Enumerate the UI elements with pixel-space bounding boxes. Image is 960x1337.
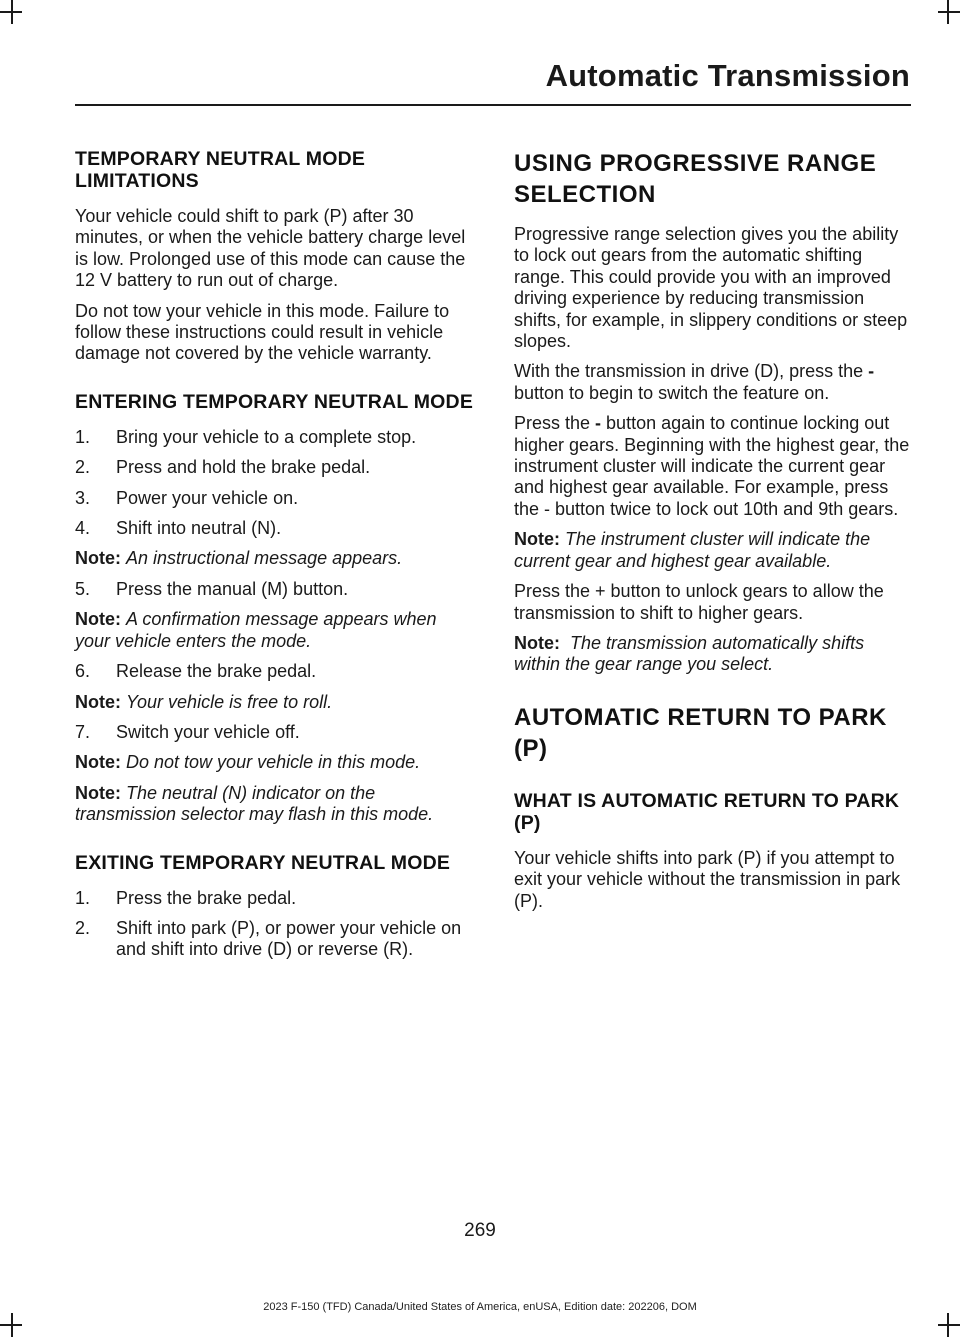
paragraph: Do not tow your vehicle in this mode. Failure to follow these instructions could result in vehicle damage not covered by the vehicle warranty. [75, 300, 450, 364]
note: Note: An instructional message appears. [75, 548, 403, 569]
list-item: 4. Shift into neutral (N). [75, 518, 282, 539]
steps-list [75, 427, 475, 540]
paragraph: With the transmission in drive (D), press the - button to begin to switch the feature on. [514, 361, 875, 403]
header-divider [75, 104, 911, 106]
steps-list [75, 579, 475, 600]
crop-mark [0, 1324, 22, 1326]
note: Note: Your vehicle is free to roll. [75, 691, 333, 712]
paragraph: Progressive range selection gives you the ability to lock out gears from the automatic shifting range. This could provide you with an improved driving experience by reducing transmission shifts, for example, in slippery conditions or steep slopes. [514, 224, 908, 352]
crop-mark [938, 11, 960, 13]
crop-mark [0, 11, 22, 13]
steps-list [75, 661, 475, 682]
chapter-heading: AUTOMATIC RETURN TO PARK (P) [514, 703, 887, 762]
note: Note: The instrument cluster will indicate the current gear and highest gear available. [514, 529, 871, 571]
list-item: 7. Switch your vehicle off. [75, 721, 300, 742]
footer-text: 2023 F-150 (TFD) Canada/United States of America, enUSA, Edition date: 202206, DOM [263, 1301, 697, 1313]
section-heading: TEMPORARY NEUTRAL MODE LIMITATIONS [75, 148, 366, 192]
list-item: 2. Shift into park (P), or power your vehicle on and shift into drive (D) or reverse (R). [75, 917, 462, 960]
list-item: 5. Press the manual (M) button. [75, 578, 349, 599]
crop-mark [938, 1324, 960, 1326]
paragraph: Your vehicle could shift to park (P) after 30 minutes, or when the vehicle battery charge level is low. Prolonged use of this mode can cause the 12 V battery to run out of charge. [75, 206, 466, 291]
list-item: 2. Press and hold the brake pedal. [75, 457, 371, 478]
list-item: 1. Press the brake pedal. [75, 887, 297, 908]
list-item: 3. Power your vehicle on. [75, 487, 299, 508]
section-heading: WHAT IS AUTOMATIC RETURN TO PARK (P) [514, 789, 900, 834]
list-item: 1. Bring your vehicle to a complete stop. [75, 426, 417, 447]
steps-list [75, 888, 475, 961]
note: Note: A confirmation message appears when your vehicle enters the mode. [75, 609, 437, 651]
steps-list [75, 722, 475, 743]
left-column [75, 148, 475, 961]
note: Note: The neutral (N) indicator on the transmission selector may flash in this mode. [75, 782, 434, 825]
section-heading: ENTERING TEMPORARY NEUTRAL MODE [75, 390, 474, 413]
right-column [514, 148, 911, 912]
paragraph: Press the + button to unlock gears to allow the transmission to shift to higher gears. [514, 581, 884, 623]
chapter-heading: USING PROGRESSIVE RANGE SELECTION [514, 150, 877, 208]
section-heading: EXITING TEMPORARY NEUTRAL MODE [75, 851, 451, 874]
list-item: 6. Release the brake pedal. [75, 661, 317, 682]
page-number: 269 [464, 1220, 496, 1241]
paragraph: Your vehicle shifts into park (P) if you attempt to exit your vehicle without the transmission in park (P). [514, 847, 901, 911]
note: Note: Do not tow your vehicle in this mode. [75, 752, 421, 773]
page-title: Automatic Transmission [545, 58, 910, 93]
note: Note: The transmission automatically shifts within the gear range you select. [514, 632, 865, 675]
paragraph: Press the - button again to continue locking out higher gears. Beginning with the highest gear, the instrument cluster will indicate the current gear and highest gear available. For example, press the - button twice to lock out 10th and 9th gears. [514, 413, 910, 519]
